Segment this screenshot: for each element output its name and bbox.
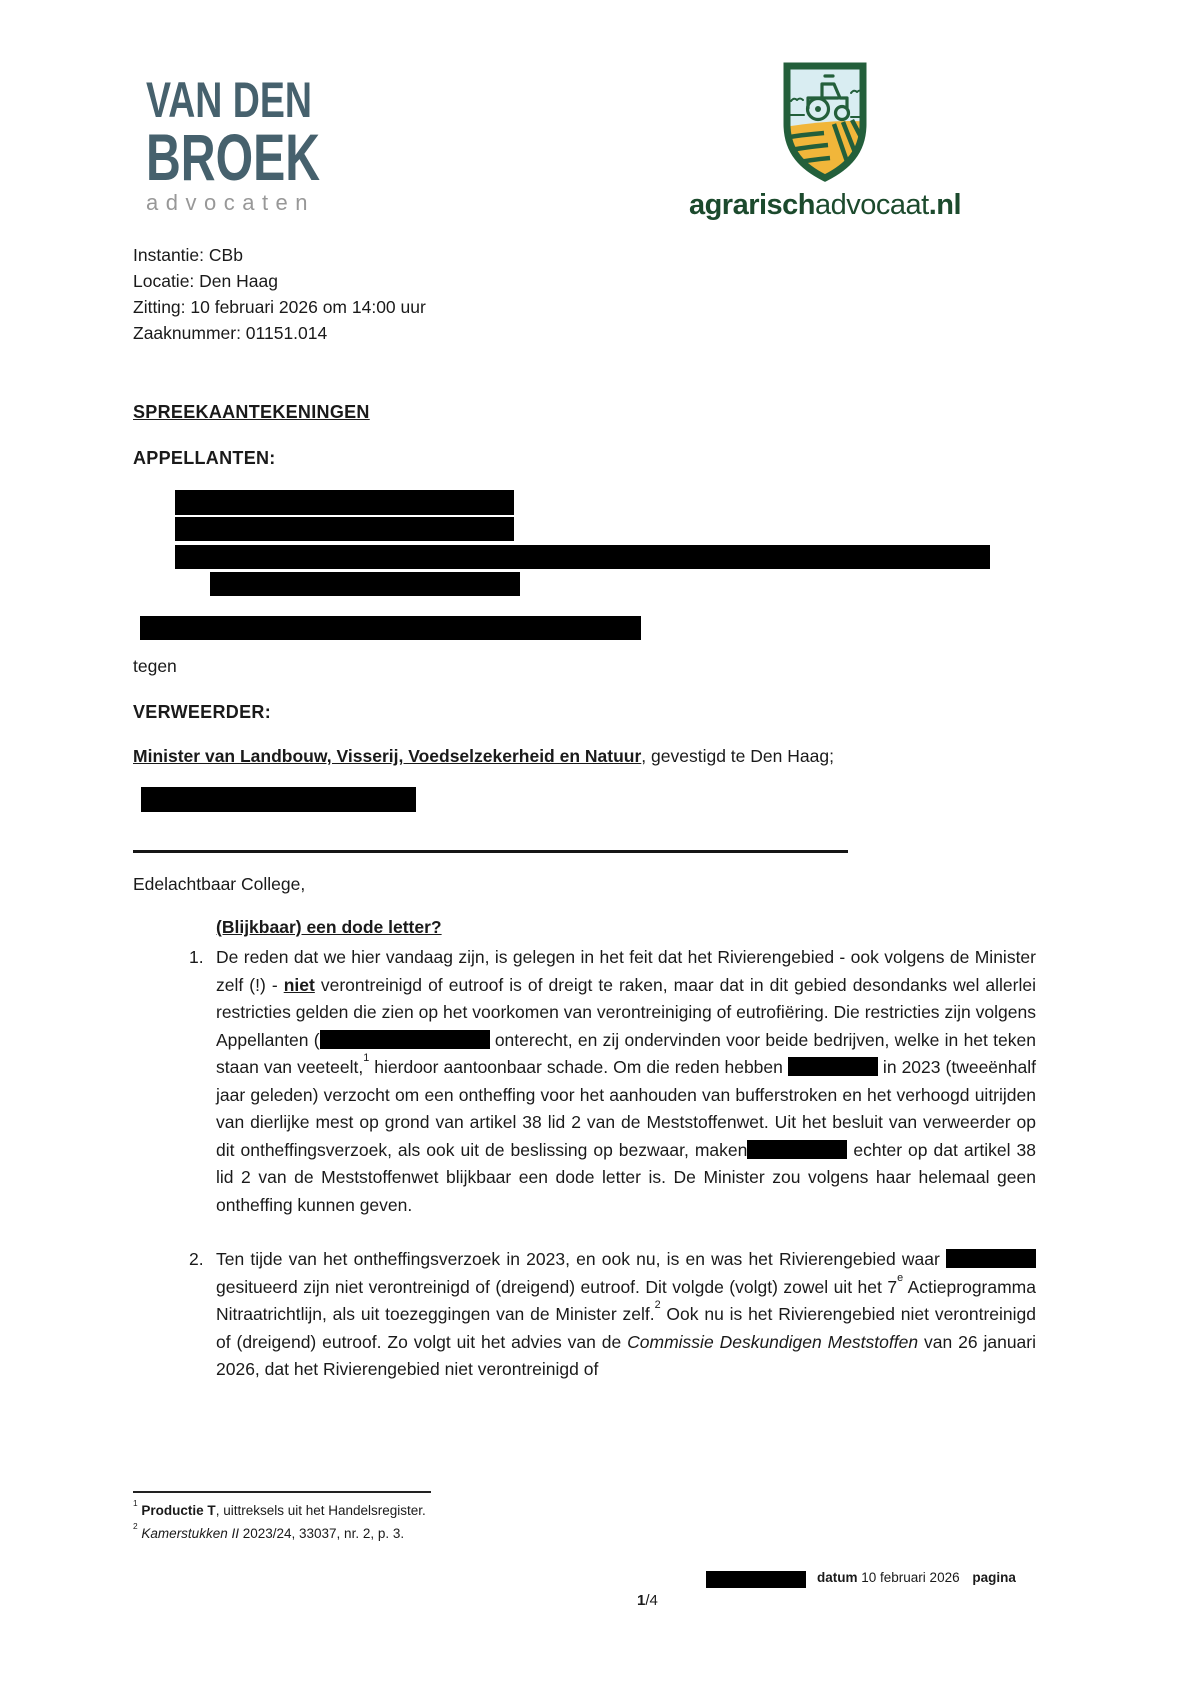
redaction-bar (706, 1571, 806, 1588)
text-segment: 2 (654, 1299, 661, 1312)
redaction-bar (140, 616, 641, 640)
footnotes (133, 1499, 426, 1545)
text-segment: niet (283, 974, 315, 995)
text-segment: verontreinigd of eutroof is of dreigt te raken, maar dat in dit gebied desondanks wel allerlei restricties gelden die zien op het voorkomen van verontreiniging of eutrofiëring. Die restricties zijn volgens Appellanten ( (216, 974, 1036, 1050)
text-segment: Ten tijde van het ontheffingsverzoek in 2023, en ook nu, is en was het Rivierengebied waar (216, 1249, 946, 1269)
page-current: 1 (637, 1592, 646, 1609)
agrarischadvocaat-logo (655, 62, 995, 222)
case-info (133, 242, 426, 346)
footnote-1 (133, 1499, 426, 1522)
text-segment: e (897, 1271, 904, 1284)
redaction-bar (747, 1140, 847, 1159)
footer-meta (817, 1570, 1016, 1585)
text-segment: 1 (363, 1052, 370, 1065)
redaction-bar (175, 545, 990, 569)
salutation: Edelachtbaar College, (133, 874, 306, 894)
text-segment: in 2023 (tweeënhalf jaar geleden) verzocht om een ontheffing voor het aanhouden van bufferstroken en het verhoogd uitrijden van dierlijke mest op grond van artikel 38 lid 2 van de Meststoffenwet. Uit het besluit van verweerder op dit ontheffingsverzoek, als ook uit de beslissing op bezwaar, maken (216, 1057, 1036, 1160)
footnote-2 (133, 1522, 426, 1545)
agrarischadvocaat-wordmark (655, 189, 995, 222)
wordmark-nl: .nl (928, 189, 962, 221)
vandenbroek-logo (146, 74, 384, 215)
numbered-paragraphs (189, 944, 1036, 1411)
text-segment: gesitueerd zijn niet verontreinigd of (dreigend) eutroof. Dit volgde (volgt) zowel uit het 7 (216, 1276, 898, 1297)
paragraph-2 (189, 1246, 1036, 1384)
text-segment: hierdoor aantoonbaar schade. Om die reden hebben (369, 1057, 788, 1077)
text-segment: Minister van Landbouw, Visserij, Voedselzekerheid en Natuur (133, 746, 642, 766)
footer-datum-label: datum (817, 1570, 858, 1585)
text-segment: ; (829, 746, 834, 766)
text-segment: De reden dat we hier vandaag zijn, is gelegen in het feit dat het Rivierengebied - ook volgens de Minister zelf (!) - (216, 947, 1036, 995)
text-segment: onterecht, en zij ondervinden voor beide bedrijven, welke in het teken staan van veeteelt, (216, 1029, 1036, 1077)
vandenbroek-logo-line2: BROEK (146, 120, 321, 194)
page-total: /4 (645, 1592, 658, 1609)
text-segment: 2023/24, 33037, nr. 2, p. 3. (238, 1526, 405, 1541)
text-segment: Commissie Deskundigen Meststoffen (627, 1331, 919, 1352)
redaction-bar (210, 572, 520, 596)
footer-pagina-label: pagina (972, 1570, 1016, 1585)
case-info-zaaknummer: Zaaknummer: 01151.014 (133, 323, 328, 343)
text-segment: , uittreksels uit het Handelsregister. (215, 1503, 426, 1518)
text-segment: 2 (133, 1520, 138, 1531)
verweerder-name-line (133, 746, 834, 767)
case-info-locatie: Locatie: Den Haag (133, 271, 278, 291)
horizontal-rule (133, 850, 848, 853)
paragraph-body (216, 1246, 1036, 1384)
section-heading: (Blijkbaar) een dode letter? (216, 917, 442, 937)
redaction-bar (946, 1249, 1036, 1268)
wordmark-advocaat: advocaat (815, 189, 929, 221)
paragraph-number: 1. (189, 947, 204, 967)
redaction-bar (175, 490, 514, 515)
redaction-bar (141, 787, 416, 812)
paragraph-number: 2. (189, 1249, 204, 1269)
text-segment: Productie T (141, 1503, 216, 1518)
vandenbroek-logo-line1: VAN DEN (146, 72, 312, 128)
farm-shield-icon (778, 62, 872, 184)
text-segment: Actieprogramma Nitraatrichtlijn, als uit toezeggingen van de Minister zelf. (216, 1276, 1036, 1324)
redaction-bar (175, 517, 514, 541)
text-segment: echter op dat artikel 38 lid 2 van de Meststoffenwet blijkbaar een dode letter is. De Minister zou volgens haar helemaal geen ontheffing kunnen geven. (216, 1139, 1036, 1215)
appellanten-label: APPELLANTEN: (133, 448, 276, 468)
footer-datum-value: 10 februari 2026 (861, 1570, 960, 1585)
tegen-label: tegen (133, 656, 177, 676)
footnote-separator (133, 1491, 431, 1493)
paragraph-body (216, 944, 1036, 1219)
document-title: SPREEKAANTEKENINGEN (133, 402, 370, 422)
vandenbroek-logo-subtitle: advocaten (146, 190, 316, 215)
case-info-zitting: Zitting: 10 februari 2026 om 14:00 uur (133, 297, 426, 317)
wordmark-agrarisch: agrarisch (688, 189, 816, 221)
text-segment: 1 (133, 1497, 138, 1508)
redaction-bar (788, 1057, 878, 1076)
text-segment: van 26 januari 2026, dat het Rivierengebied niet verontreinigd of (216, 1331, 1036, 1379)
page-number (637, 1592, 658, 1609)
redaction-bar (320, 1030, 490, 1049)
verweerder-label: VERWEERDER: (133, 702, 271, 722)
paragraph-1 (189, 944, 1036, 1219)
text-segment: Ook nu is het Rivierengebied niet verontreinigd of (dreigend) eutroof. Zo volgt uit het advies van de (216, 1304, 1036, 1352)
case-info-instantie: Instantie: CBb (133, 245, 243, 265)
text-segment: , gevestigd te Den Haag (641, 746, 830, 766)
text-segment: Kamerstukken II (141, 1526, 239, 1541)
